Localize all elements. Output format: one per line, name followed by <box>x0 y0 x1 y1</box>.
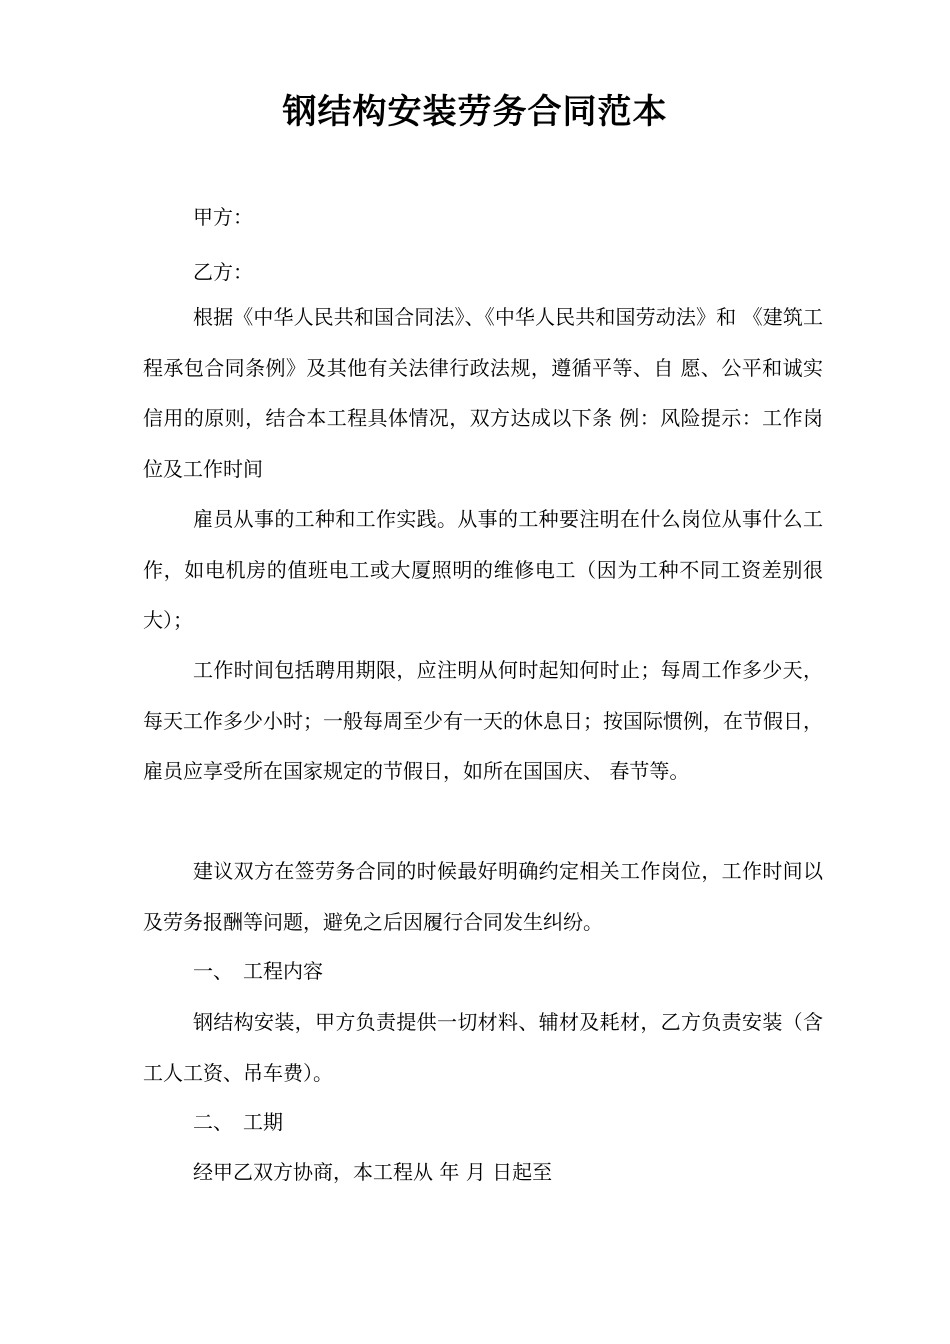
document-title: 钢结构安装劳务合同范本 <box>282 92 668 132</box>
paragraph-schedule: 经甲乙双方协商，本工程从 年 月 日起至 <box>193 1160 553 1184</box>
paragraph-job-type: 雇员从事的工种和工作实践。从事的工种要注明在什么岗位从事什么工作，如电机房的值班电工或大厦照明的维修电工（因为工种不同工资差别很大）； <box>143 507 823 632</box>
section-heading-1: 一、 工程内容 <box>193 959 323 983</box>
paragraph-working-hours: 工作时间包括聘用期限，应注明从何时起知何时止；每周工作多少天，每天工作多少小时；一般每周至少有一天的休息日；按国际惯例，在节假日，雇员应享受所在国家规定的节假日，如所在国国庆、 春节等。 <box>143 658 823 783</box>
paragraph-advice: 建议双方在签劳务合同的时候最好明确约定相关工作岗位，工作时间以及劳务报酬等问题，避免之后因履行合同发生纠纷。 <box>143 859 823 934</box>
paragraph-work-content: 钢结构安装，甲方负责提供一切材料、辅材及耗材，乙方负责安装（含工人工资、吊车费）。 <box>143 1010 823 1085</box>
paragraph-legal-basis: 根据《中华人民共和国合同法》、《中华人民共和国劳动法》和 《建筑工程承包合同条例》及其他有关法律行政法规，遵循平等、自 愿、公平和诚实信用的原则，结合本工程具体情况，双方达成以下条 例：风险提示：工作岗位及工作时间 <box>143 305 823 481</box>
party-b-line: 乙方： <box>193 260 253 284</box>
party-a-line: 甲方： <box>193 205 253 229</box>
section-heading-2: 二、 工期 <box>193 1110 283 1134</box>
